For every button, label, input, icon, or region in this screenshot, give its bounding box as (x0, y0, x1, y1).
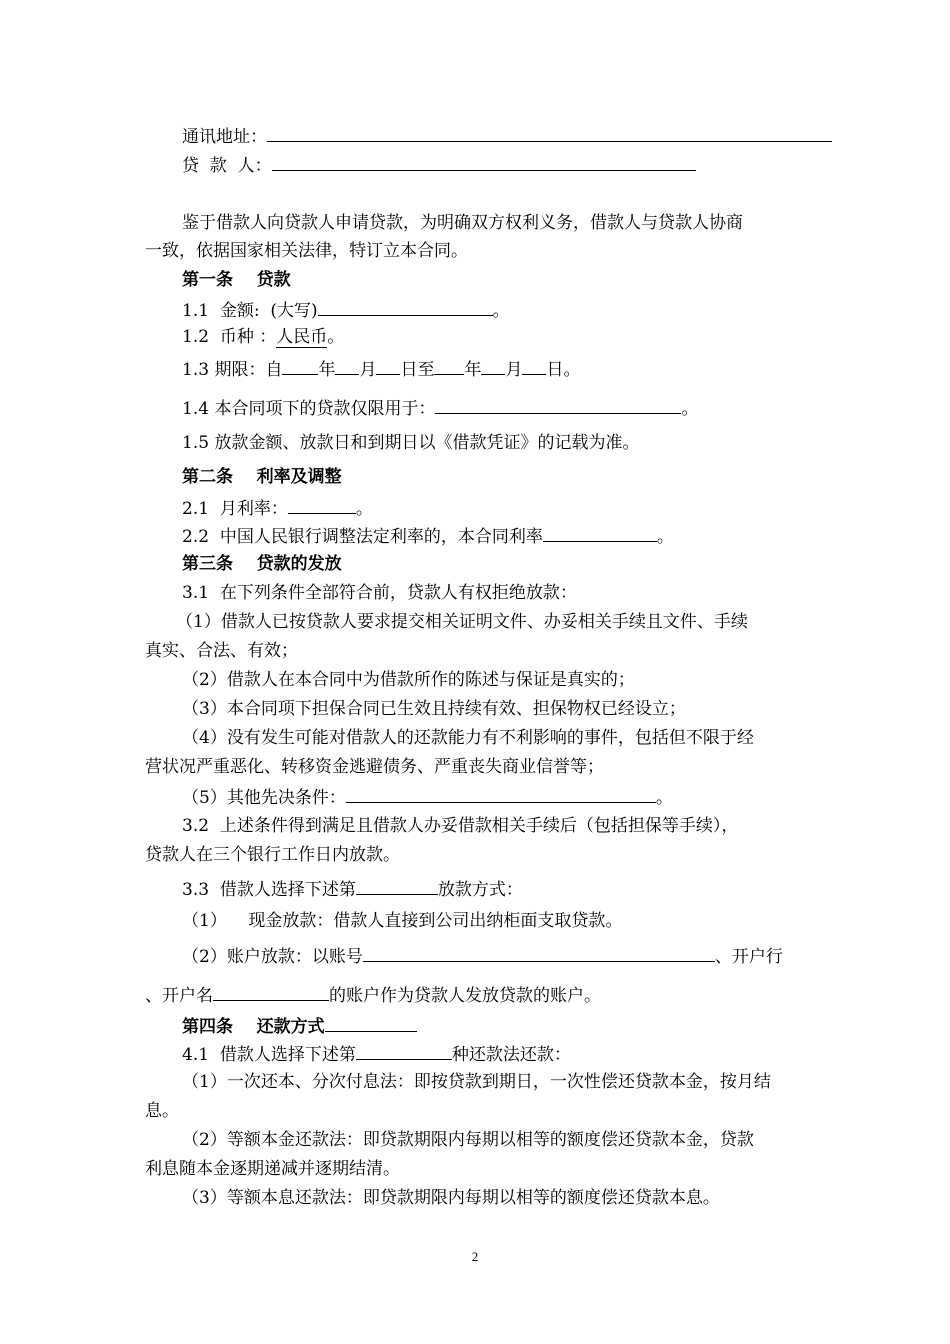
repay-choice-blank (356, 1042, 452, 1060)
clause-3-1-5 (182, 785, 673, 809)
clause-3-2a: 3.2 上述条件得到满足且借款人办妥借款相关手续后（包括担保等手续）， (182, 816, 739, 836)
purpose-blank (435, 396, 681, 414)
article-4-title: 第四条 还款方式 (182, 1017, 325, 1037)
amount-line (182, 298, 510, 322)
account-number-blank (363, 944, 715, 962)
currency-end: 。 (327, 327, 345, 347)
clause-3-1-1b: 真实、合法、有效； (145, 641, 298, 661)
account-name-blank (213, 983, 329, 1001)
article-1-title: 第一条 贷款 (182, 270, 291, 290)
method-2a: （2）等额本金还款法：即贷款期限内每期以相等的额度偿还贷款本金，贷款 (182, 1130, 754, 1150)
clause-3-2b: 贷款人在三个银行工作日内放款。 (145, 845, 400, 865)
term-end-day-label: 日。 (546, 360, 581, 380)
currency-line (182, 326, 344, 348)
term-to-label: 日至 (400, 360, 435, 380)
rate-blank (288, 496, 356, 514)
term-end-year-blank (434, 357, 464, 375)
clause-4-1 (182, 1042, 571, 1066)
rate-end: 。 (355, 499, 373, 519)
method-2b: 利息随本金逐期递减并逐期结清。 (145, 1159, 400, 1179)
rate-label: 2.1 月利率： (182, 499, 288, 519)
method-1b: 息。 (145, 1101, 179, 1121)
lender-label: 贷 款 人： (182, 156, 272, 176)
amount-end: 。 (492, 301, 510, 321)
rate-adjust-line (182, 524, 674, 548)
clause-3-3-end: 放款方式： (437, 880, 523, 900)
clause-3-1: 3.1 在下列条件全部符合前，贷款人有权拒绝放款： (182, 583, 577, 603)
clause-3-1-3: （3）本合同项下担保合同已生效且持续有效、担保物权已经设立； (182, 699, 686, 719)
clause-3-3-2-label: （2）账户放款：以账号 (182, 947, 363, 967)
term-end-month-label: 月 (505, 360, 523, 380)
clause-3-3-2-cont (145, 983, 601, 1007)
preamble-line-2: 一致，依据国家相关法律，特订立本合同。 (145, 241, 468, 261)
purpose-line (182, 396, 698, 420)
clause-3-1-5-label: （5）其他先决条件： (182, 788, 346, 808)
term-month-blank (335, 357, 359, 375)
account-name-end: 的账户作为贷款人发放贷款的账户。 (329, 986, 601, 1006)
page-number: 2 (471, 1249, 479, 1264)
lender-blank (272, 153, 696, 171)
clause-3-1-2: （2）借款人在本合同中为借款所作的陈述与保证是真实的； (182, 670, 635, 690)
term-year-label: 年 (318, 360, 336, 380)
other-conditions-blank (346, 785, 656, 803)
rate-adjust-blank (543, 524, 657, 542)
term-line (182, 357, 580, 381)
term-end-month-blank (481, 357, 505, 375)
amount-label: 1.1 金额: (大写) (182, 301, 318, 321)
purpose-label: 1.4 本合同项下的贷款仅限用于： (182, 399, 436, 419)
term-month-label: 月 (359, 360, 377, 380)
repay-method-blank (325, 1014, 417, 1032)
clause-3-1-4b: 营状况严重恶化、转移资金逃避债务、严重丧失商业信誉等； (145, 757, 604, 777)
term-day-blank (376, 357, 400, 375)
clause-4-1-label: 4.1 借款人选择下述第 (182, 1045, 356, 1065)
rate-adjust-label: 2.2 中国人民银行调整法定利率的，本合同利率 (182, 527, 543, 547)
term-end-year-label: 年 (464, 360, 482, 380)
record-line: 1.5 放款金额、放款日和到期日以《借款凭证》的记载为准。 (182, 433, 640, 453)
disburse-method-blank (356, 877, 438, 895)
account-name-label: 、开户名 (145, 986, 213, 1006)
clause-3-1-5-end: 。 (655, 788, 673, 808)
clause-3-3 (182, 877, 523, 901)
method-3: （3）等额本息还款法：即贷款期限内每期以相等的额度偿还贷款本息。 (182, 1188, 720, 1208)
clause-3-1-1a: （1）借款人已按贷款人要求提交相关证明文件、办妥相关手续且文件、手续 (176, 612, 748, 632)
article-3-title: 第三条 贷款的发放 (182, 554, 342, 574)
preamble-line-1: 鉴于借款人向贷款人申请贷款，为明确双方权利义务，借款人与贷款人协商 (182, 213, 743, 233)
clause-4-1-end: 种还款法还款： (451, 1045, 571, 1065)
term-year-blank (282, 357, 318, 375)
clause-3-1-4a: （4）没有发生可能对借款人的还款能力有不利影响的事件，包括但不限于经 (182, 728, 754, 748)
clause-3-3-label: 3.3 借款人选择下述第 (182, 880, 356, 900)
term-end-day-blank (522, 357, 546, 375)
address-blank (267, 124, 832, 142)
clause-3-3-2 (182, 944, 783, 968)
article-2-title: 第二条 利率及调整 (182, 467, 342, 487)
bank-label: 、开户行 (714, 947, 783, 967)
article-4-title-line (182, 1014, 417, 1038)
rate-line (182, 496, 373, 520)
currency-label: 1.2 币种 ： (182, 327, 277, 347)
amount-blank (318, 298, 493, 316)
clause-3-3-1: （1） 现金放款：借款人直接到公司出纳柜面支取贷款。 (182, 911, 623, 931)
term-from-label: 1.3 期限：自 (182, 360, 283, 380)
address-line (182, 124, 832, 148)
purpose-end: 。 (681, 399, 699, 419)
method-1a: （1）一次还本、分次付息法：即按贷款到期日，一次性偿还贷款本金，按月结 (182, 1072, 771, 1092)
rate-adjust-end: 。 (656, 527, 674, 547)
address-label: 通讯地址： (182, 127, 267, 147)
currency-value: 人民币 (276, 327, 328, 347)
lender-line (182, 153, 696, 177)
